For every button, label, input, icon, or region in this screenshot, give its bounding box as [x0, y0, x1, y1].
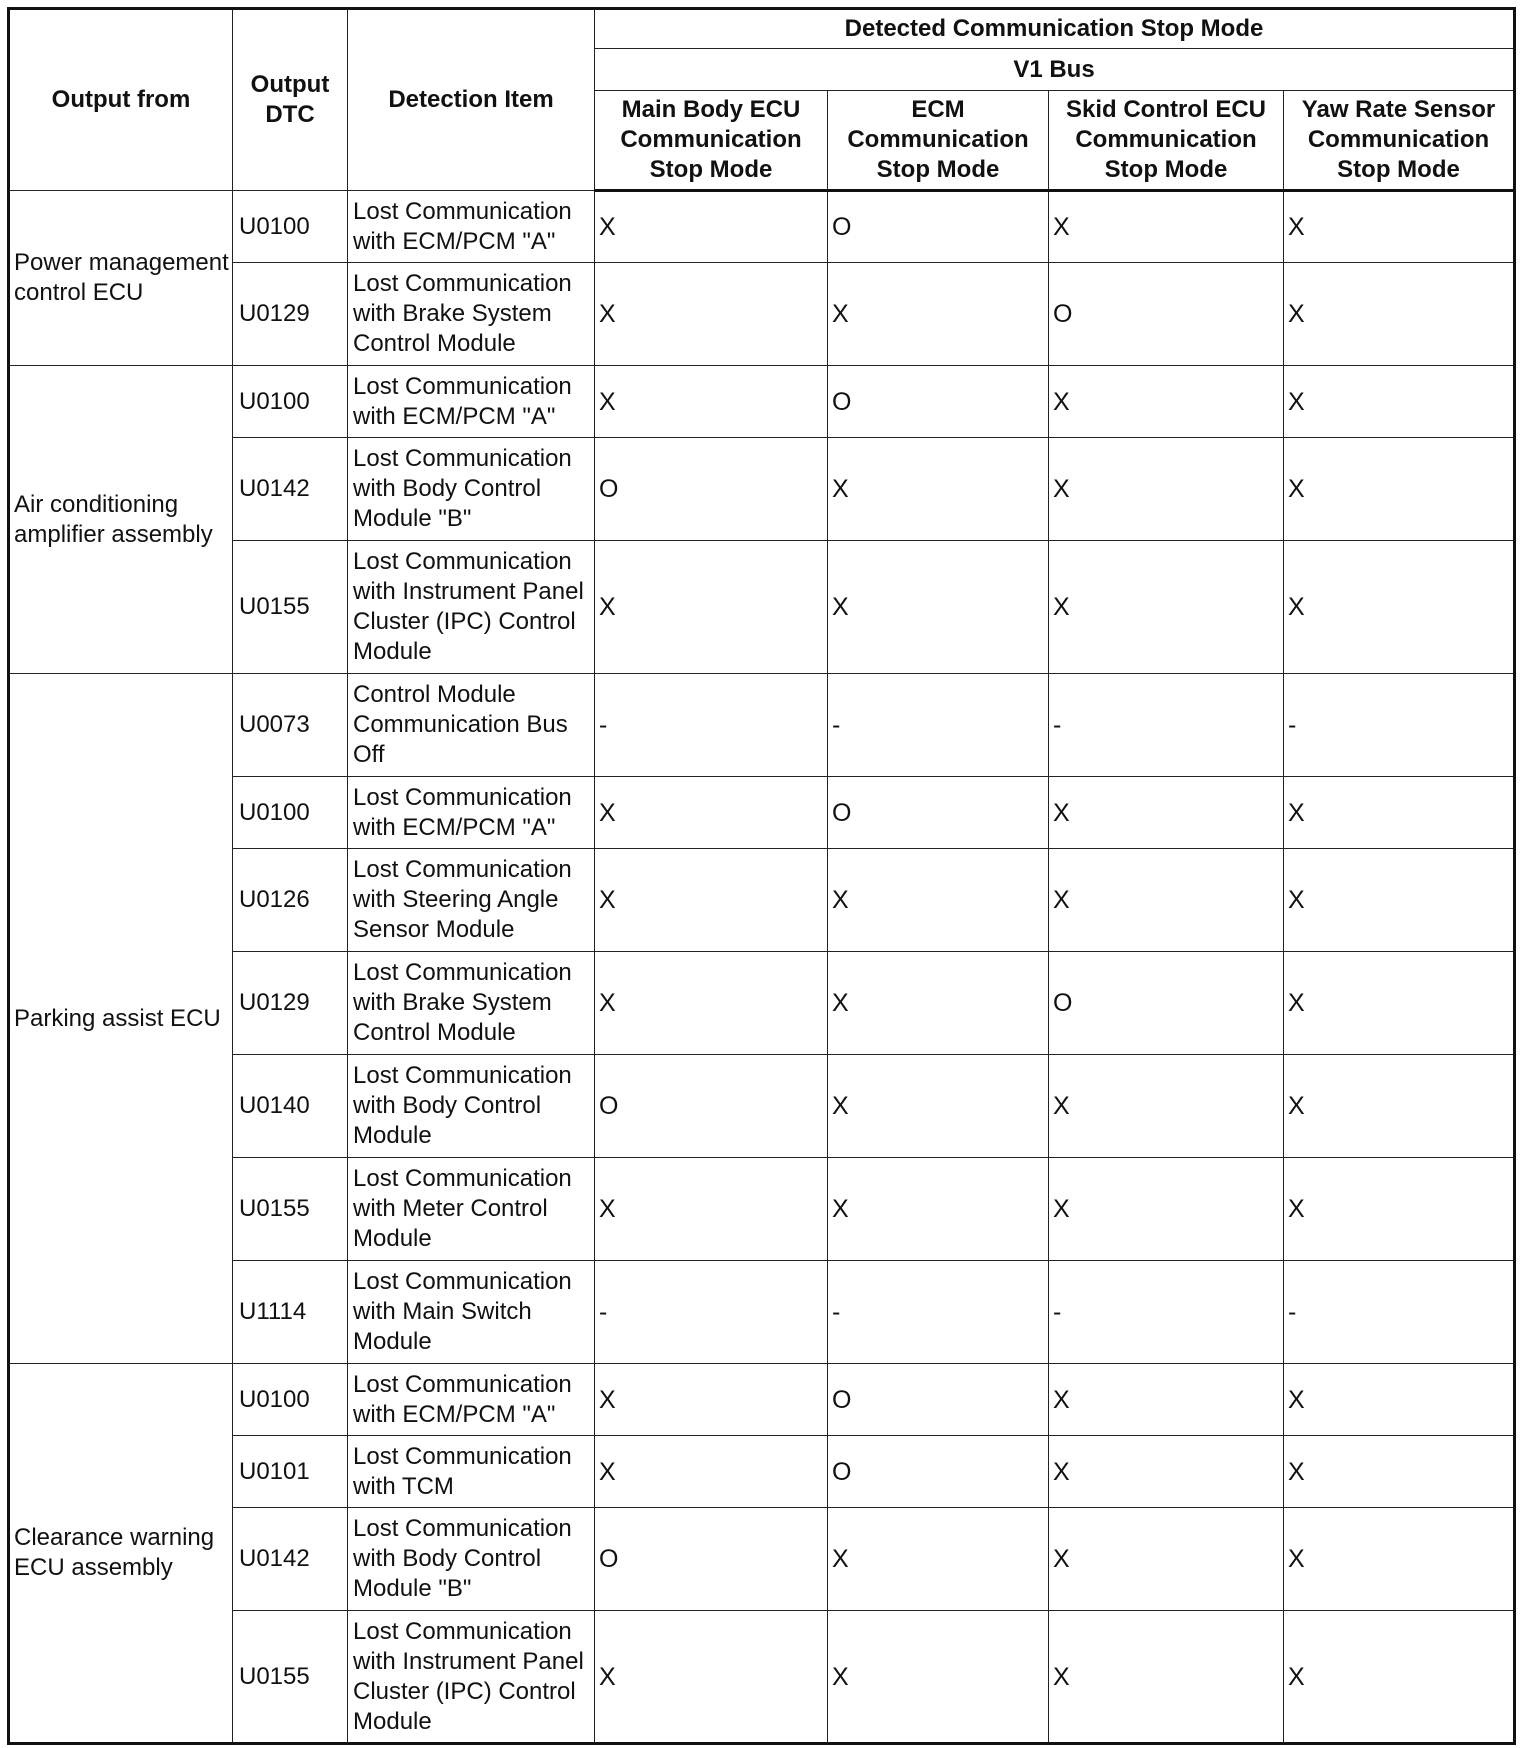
mode-mark: O — [1049, 263, 1284, 366]
mode-mark: O — [828, 1364, 1049, 1436]
mode-mark: X — [1049, 1508, 1284, 1611]
mode-mark: O — [828, 191, 1049, 263]
mode-mark: X — [1049, 366, 1284, 438]
table-row — [9, 1364, 1515, 1436]
mode-mark: X — [1284, 366, 1515, 438]
mode-mark: X — [1284, 1158, 1515, 1261]
detection-item: Lost Communication with ECM/PCM "A" — [348, 1364, 595, 1436]
mode-mark: X — [1049, 1436, 1284, 1508]
dtc-code: U0100 — [233, 777, 348, 849]
mode-mark: X — [1284, 1508, 1515, 1611]
detection-item: Lost Communication with Main Switch Module — [348, 1261, 595, 1364]
mode-mark: X — [828, 1055, 1049, 1158]
dtc-code: U0155 — [233, 541, 348, 674]
mode-mark: X — [595, 1364, 828, 1436]
mode-mark: X — [595, 366, 828, 438]
mode-mark: O — [595, 1055, 828, 1158]
mode-mark: X — [595, 849, 828, 952]
mode-mark: - — [1049, 674, 1284, 777]
detected-mode-header: Detected Communication Stop Mode — [595, 9, 1515, 49]
mode-mark: X — [1049, 777, 1284, 849]
mode-mark: - — [1284, 674, 1515, 777]
output-from-header: Output from — [9, 9, 233, 191]
detection-item: Lost Communication with Brake System Control Module — [348, 952, 595, 1055]
dtc-code: U0142 — [233, 1508, 348, 1611]
mode-mark: X — [828, 263, 1049, 366]
mode-mark: X — [1284, 1364, 1515, 1436]
mode-mark: X — [828, 541, 1049, 674]
table-row — [9, 849, 1515, 952]
group-name: Air conditioning amplifier assembly — [9, 366, 233, 674]
dtc-code: U1114 — [233, 1261, 348, 1364]
table-body — [9, 191, 1515, 1744]
mode-mark: O — [1049, 952, 1284, 1055]
detection-item: Lost Communication with Body Control Module "B" — [348, 1508, 595, 1611]
mode-header-yaw-rate-sensor: Yaw Rate Sensor Communication Stop Mode — [1284, 91, 1515, 191]
mode-mark: X — [595, 1158, 828, 1261]
mode-mark: X — [1049, 541, 1284, 674]
dtc-code: U0142 — [233, 438, 348, 541]
mode-mark: X — [595, 952, 828, 1055]
mode-mark: X — [1284, 1611, 1515, 1744]
table-row — [9, 191, 1515, 263]
mode-mark: X — [1284, 1436, 1515, 1508]
mode-mark: X — [1049, 1364, 1284, 1436]
table-row — [9, 366, 1515, 438]
mode-mark: X — [1284, 777, 1515, 849]
mode-mark: X — [828, 1611, 1049, 1744]
mode-mark: X — [828, 849, 1049, 952]
detection-item: Lost Communication with ECM/PCM "A" — [348, 777, 595, 849]
mode-mark: X — [1049, 1158, 1284, 1261]
detection-item: Lost Communication with Instrument Panel Cluster (IPC) Control Module — [348, 1611, 595, 1744]
mode-mark: - — [828, 674, 1049, 777]
dtc-communication-table — [7, 7, 1516, 1745]
group-name: Power management control ECU — [9, 191, 233, 366]
mode-mark: X — [828, 952, 1049, 1055]
mode-header-ecm: ECM Communication Stop Mode — [828, 91, 1049, 191]
detection-item: Lost Communication with Body Control Module — [348, 1055, 595, 1158]
detection-item: Lost Communication with Body Control Module "B" — [348, 438, 595, 541]
mode-mark: X — [1049, 191, 1284, 263]
mode-mark: - — [1284, 1261, 1515, 1364]
mode-mark: X — [595, 1611, 828, 1744]
dtc-code: U0129 — [233, 952, 348, 1055]
table-row — [9, 674, 1515, 777]
table-row — [9, 777, 1515, 849]
mode-mark: - — [595, 1261, 828, 1364]
mode-mark: X — [1284, 849, 1515, 952]
mode-mark: X — [1284, 191, 1515, 263]
dtc-code: U0100 — [233, 1364, 348, 1436]
detection-item: Lost Communication with ECM/PCM "A" — [348, 366, 595, 438]
bus-header: V1 Bus — [595, 49, 1515, 91]
table-row — [9, 541, 1515, 674]
detection-item: Lost Communication with Steering Angle Sensor Module — [348, 849, 595, 952]
detection-item: Lost Communication with TCM — [348, 1436, 595, 1508]
mode-mark: X — [1049, 438, 1284, 541]
dtc-code: U0101 — [233, 1436, 348, 1508]
detection-item: Lost Communication with Instrument Panel Cluster (IPC) Control Module — [348, 541, 595, 674]
dtc-code: U0073 — [233, 674, 348, 777]
mode-mark: X — [1049, 1055, 1284, 1158]
mode-mark: X — [595, 541, 828, 674]
mode-mark: O — [595, 438, 828, 541]
group-name: Clearance warning ECU assembly — [9, 1364, 233, 1744]
detection-item: Lost Communication with Brake System Control Module — [348, 263, 595, 366]
output-dtc-header: Output DTC — [233, 9, 348, 191]
mode-mark: O — [595, 1508, 828, 1611]
detection-item: Lost Communication with Meter Control Module — [348, 1158, 595, 1261]
table-row — [9, 1055, 1515, 1158]
dtc-code: U0129 — [233, 263, 348, 366]
mode-mark: X — [595, 1436, 828, 1508]
table-row — [9, 1261, 1515, 1364]
table-row — [9, 438, 1515, 541]
table-row — [9, 1436, 1515, 1508]
mode-mark: X — [828, 1158, 1049, 1261]
mode-mark: X — [1284, 263, 1515, 366]
mode-mark: X — [1284, 1055, 1515, 1158]
detection-item: Control Module Communication Bus Off — [348, 674, 595, 777]
mode-mark: O — [828, 1436, 1049, 1508]
mode-mark: X — [828, 438, 1049, 541]
mode-mark: X — [1284, 952, 1515, 1055]
mode-mark: - — [828, 1261, 1049, 1364]
dtc-code: U0126 — [233, 849, 348, 952]
mode-mark: X — [595, 263, 828, 366]
mode-mark: X — [1049, 1611, 1284, 1744]
mode-mark: - — [595, 674, 828, 777]
dtc-code: U0140 — [233, 1055, 348, 1158]
mode-mark: X — [1049, 849, 1284, 952]
detection-item-header: Detection Item — [348, 9, 595, 191]
dtc-code: U0100 — [233, 191, 348, 263]
group-name: Parking assist ECU — [9, 674, 233, 1364]
mode-header-main-body-ecu: Main Body ECU Communication Stop Mode — [595, 91, 828, 191]
table-row — [9, 952, 1515, 1055]
mode-mark: X — [1284, 438, 1515, 541]
mode-mark: O — [828, 777, 1049, 849]
table-row — [9, 1508, 1515, 1611]
mode-mark: X — [828, 1508, 1049, 1611]
mode-mark: O — [828, 366, 1049, 438]
table-row — [9, 263, 1515, 366]
mode-mark: X — [595, 777, 828, 849]
dtc-code: U0155 — [233, 1158, 348, 1261]
table-row — [9, 1158, 1515, 1261]
dtc-code: U0100 — [233, 366, 348, 438]
detection-item: Lost Communication with ECM/PCM "A" — [348, 191, 595, 263]
dtc-code: U0155 — [233, 1611, 348, 1744]
table-row — [9, 1611, 1515, 1744]
mode-mark: X — [595, 191, 828, 263]
mode-header-skid-control-ecu: Skid Control ECU Communication Stop Mode — [1049, 91, 1284, 191]
mode-mark: - — [1049, 1261, 1284, 1364]
mode-mark: X — [1284, 541, 1515, 674]
